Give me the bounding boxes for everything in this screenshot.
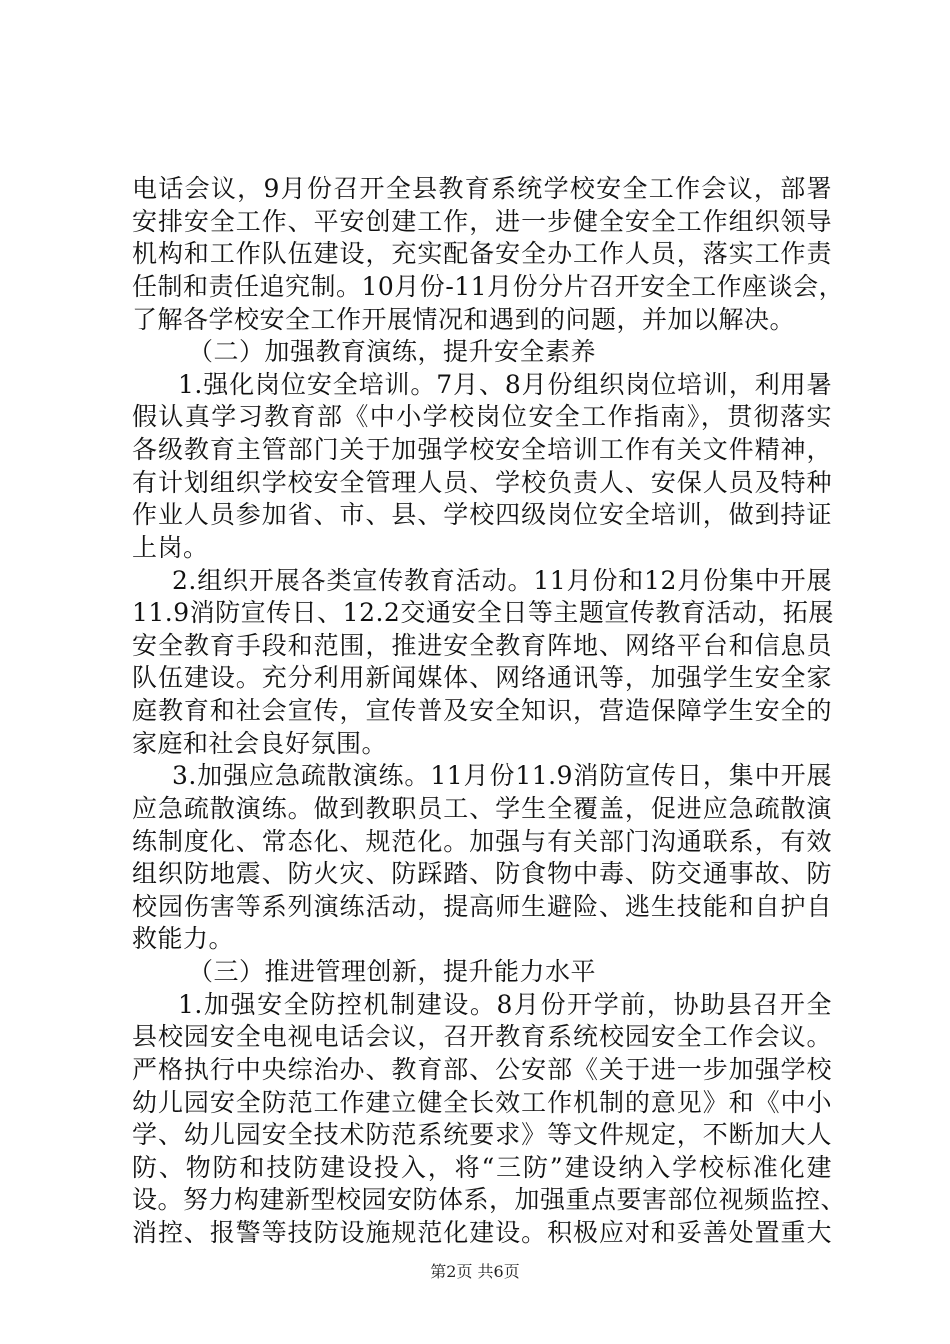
body-line: 防、物防和技防建设投入，将“三防”建设纳入学校标准化建 [132, 1153, 832, 1182]
body-line: 严格执行中央综治办、教育部、公安部《关于进一步加强学校 [132, 1055, 832, 1084]
page-number-footer: 第2页 共6页 [430, 1262, 520, 1281]
body-line: 1.加强安全防控机制建设。8月份开学前，协助县召开全 [178, 990, 832, 1019]
body-line: 应急疏散演练。做到教职员工、学生全覆盖，促进应急疏散演 [132, 794, 832, 823]
body-line: 任制和责任追究制。10月份-11月份分片召开安全工作座谈会， [132, 272, 845, 301]
body-line: 1.强化岗位安全培训。7月、8月份组织岗位培训，利用暑 [178, 370, 832, 399]
body-line: 校园伤害等系列演练活动，提高师生避险、逃生技能和自护自 [132, 892, 832, 921]
body-line: 消控、报警等技防设施规范化建设。积极应对和妥善处置重大 [132, 1218, 832, 1247]
body-line: 学、幼儿园安全技术防范系统要求》等文件规定，不断加大人 [132, 1120, 832, 1149]
body-line: 有计划组织学校安全管理人员、学校负责人、安保人员及特种 [132, 468, 832, 497]
body-line: 作业人员参加省、市、县、学校四级岗位安全培训，做到持证 [132, 500, 832, 529]
section-heading: （三）推进管理创新，提升能力水平 [188, 957, 597, 986]
body-line: 练制度化、常态化、规范化。加强与有关部门沟通联系，有效 [132, 827, 832, 856]
body-line: 安排安全工作、平安创建工作，进一步健全安全工作组织领导 [132, 207, 832, 236]
body-line: 设。努力构建新型校园安防体系，加强重点要害部位视频监控、 [132, 1185, 847, 1214]
body-line: 3.加强应急疏散演练。11月份11.9消防宣传日，集中开展 [172, 761, 832, 790]
body-line: 家庭和社会良好氛围。 [132, 729, 388, 758]
body-line: 安全教育手段和范围，推进安全教育阵地、网络平台和信息员 [132, 631, 832, 660]
body-line: 县校园安全电视电话会议，召开教育系统校园安全工作会议。 [132, 1022, 832, 1051]
body-line: 幼儿园安全防范工作建立健全长效工作机制的意见》和《中小 [132, 1088, 832, 1117]
body-line: 2.组织开展各类宣传教育活动。11月份和12月份集中开展 [172, 566, 832, 595]
body-line: 电话会议，9月份召开全县教育系统学校安全工作会议，部署 [132, 174, 832, 203]
body-line: 假认真学习教育部《中小学校岗位安全工作指南》，贯彻落实 [132, 402, 832, 431]
body-line: 11.9消防宣传日、12.2交通安全日等主题宣传教育活动，拓展 [132, 598, 834, 627]
body-line: 组织防地震、防火灾、防踩踏、防食物中毒、防交通事故、防 [132, 859, 832, 888]
body-line: 上岗。 [132, 533, 209, 562]
section-heading: （二）加强教育演练，提升安全素养 [188, 337, 597, 366]
body-line: 庭教育和社会宣传，宣传普及安全知识，营造保障学生安全的 [132, 696, 832, 725]
body-line: 各级教育主管部门关于加强学校安全培训工作有关文件精神， [132, 435, 832, 464]
body-line: 机构和工作队伍建设，充实配备安全办工作人员，落实工作责 [132, 239, 832, 268]
body-line: 队伍建设。充分利用新闻媒体、网络通讯等，加强学生安全家 [132, 663, 832, 692]
body-line: 了解各学校安全工作开展情况和遇到的问题，并加以解决。 [132, 305, 796, 334]
body-line: 救能力。 [132, 924, 235, 953]
